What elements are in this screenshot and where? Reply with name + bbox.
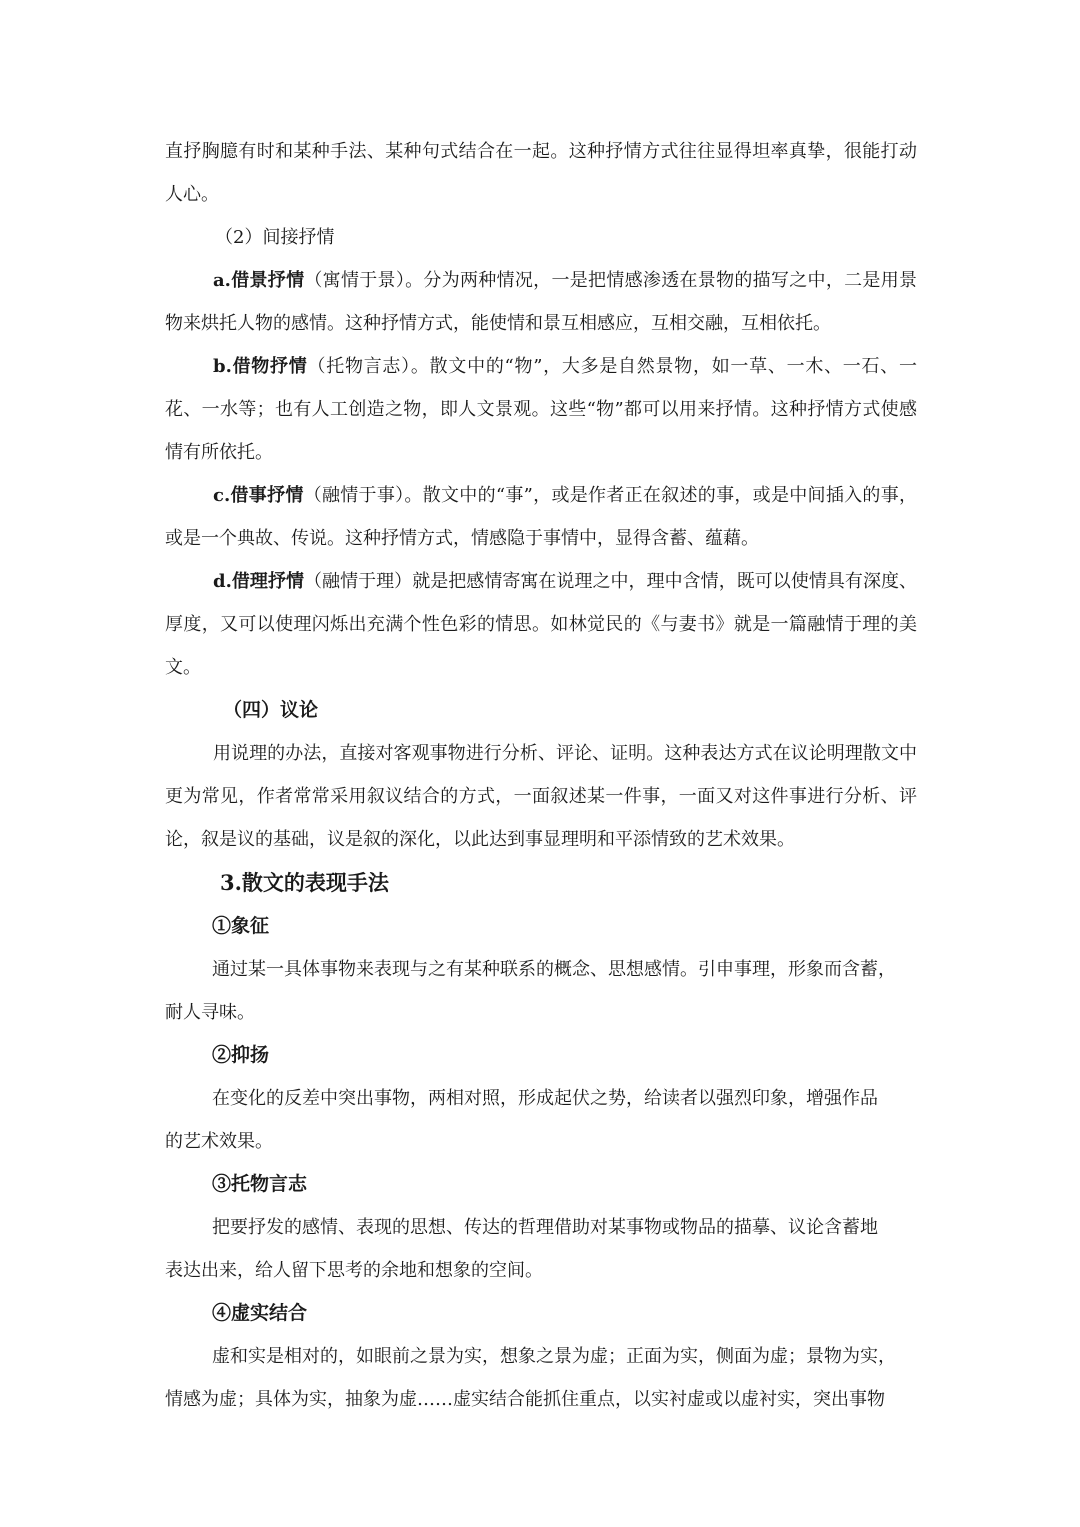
item-c-term: c.借事抒情 <box>213 485 304 506</box>
technique-virtual-real-title: ④虚实结合 <box>212 1302 308 1324</box>
item-b-paragraph <box>165 345 917 474</box>
document-page <box>165 130 917 1421</box>
technique-virtual-real-line-2: 情感为虚；具体为实，抽象为虚……虚实结合能抓住重点，以实衬虚或以虚衬实，突出事物 <box>165 1389 885 1410</box>
technique-symbolism-body <box>165 948 917 1034</box>
technique-allegory-line-1: 把要抒发的感情、表现的思想、传达的哲理借助对某事物或物品的描摹、议论含蓄地 <box>212 1217 878 1238</box>
technique-virtual-real-body <box>165 1335 917 1421</box>
indirect-lyric-heading: （2）间接抒情 <box>215 227 335 248</box>
section-4-paragraph: 用说理的办法，直接对客观事物进行分析、评论、证明。这种表达方式在议论明理散文中更为常见，作者常常采用叙议结合的方式，一面叙述某一件事，一面又对这件事进行分析、评论，叙是议的基础，议是叙的深化，以此达到事显理明和平添情致的艺术效果。 <box>165 743 917 850</box>
technique-contrast-body <box>165 1077 917 1163</box>
technique-allegory-body <box>165 1206 917 1292</box>
item-c-paragraph <box>165 474 917 560</box>
section-3-heading: 3.散文的表现手法 <box>220 870 389 895</box>
item-d-body: （融情于理）就是把感情寄寓在说理之中，理中含情，既可以使情具有深度、厚度，又可以使理闪烁出充满个性色彩的情思。如林觉民的《与妻书》就是一篇融情于理的美文。 <box>165 571 918 678</box>
technique-allegory-line-2: 表达出来，给人留下思考的余地和想象的空间。 <box>165 1260 543 1281</box>
item-b-body: （托物言志）。散文中的“物”，大多是自然景物，如一草、一木、一石、一花、一水等；也有人工创造之物，即人文景观。这些“物”都可以用来抒情。这种抒情方式使感情有所依托。 <box>165 356 918 463</box>
technique-contrast-line-2: 的艺术效果。 <box>165 1131 273 1152</box>
technique-contrast-line-1: 在变化的反差中突出事物，两相对照，形成起伏之势，给读者以强烈印象，增强作品 <box>212 1088 878 1109</box>
technique-contrast-title: ②抑扬 <box>212 1044 270 1066</box>
item-a-term: a.借景抒情 <box>213 270 305 291</box>
item-d-paragraph <box>165 560 917 689</box>
item-d-term: d.借理抒情 <box>213 571 305 592</box>
item-a-paragraph <box>165 259 917 345</box>
technique-virtual-real-line-1: 虚和实是相对的，如眼前之景为实，想象之景为虚；正面为实，侧面为虚；景物为实， <box>212 1346 896 1367</box>
technique-allegory-title: ③托物言志 <box>212 1173 308 1195</box>
technique-symbolism-line-2: 耐人寻味。 <box>165 1002 255 1023</box>
technique-symbolism-title: ①象征 <box>212 915 270 937</box>
section-4-heading: （四）议论 <box>223 699 319 721</box>
item-c-body: （融情于事）。散文中的“事”，或是作者正在叙述的事，或是中间插入的事，或是一个典故、传说。这种抒情方式，情感隐于事情中，显得含蓄、蕴藉。 <box>165 485 917 549</box>
item-b-term: b.借物抒情 <box>213 356 308 377</box>
item-a-body: （寓情于景）。分为两种情况，一是把情感渗透在景物的描写之中，二是用景物来烘托人物的感情。这种抒情方式，能使情和景互相感应，互相交融，互相依托。 <box>165 270 917 334</box>
technique-symbolism-line-1: 通过某一具体事物来表现与之有某种联系的概念、思想感情。引申事理，形象而含蓄， <box>212 959 896 980</box>
intro-paragraph: 直抒胸臆有时和某种手法、某种句式结合在一起。这种抒情方式往往显得坦率真挚，很能打动人心。 <box>165 141 917 205</box>
